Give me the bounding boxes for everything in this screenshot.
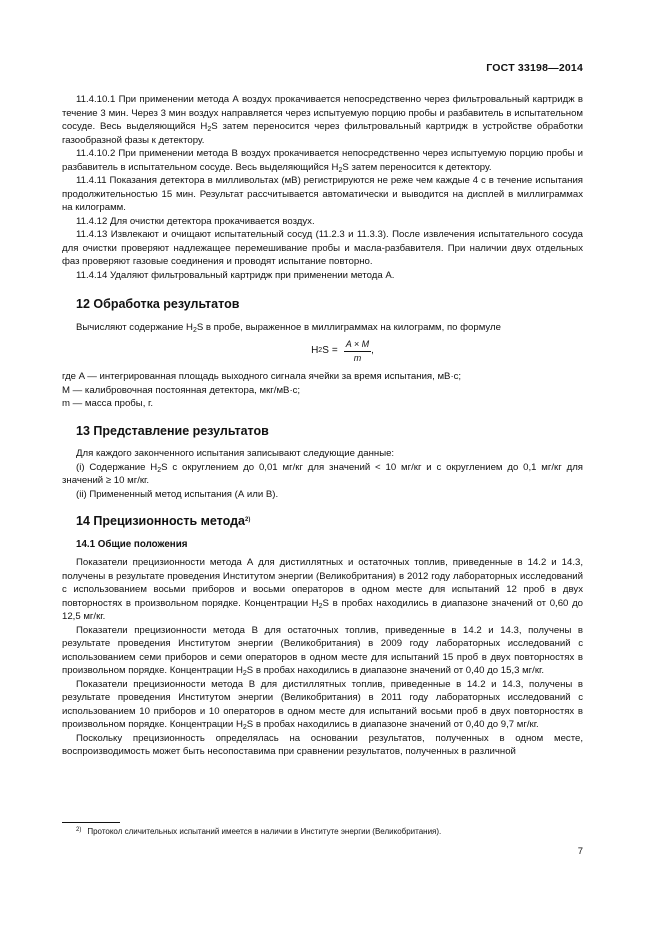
formula-fraction <box>344 338 371 364</box>
section-12-heading: 12 Обработка результатов <box>76 297 240 311</box>
definition-m-lower: m — масса пробы, г. <box>62 398 154 409</box>
section-14-paragraph-4: Поскольку прецизионность определялась на основании результатов, полученных в одном месте, воспроизводимость может быть несопоставима при сравнении результатов, полученных в различной <box>62 732 583 757</box>
section-14-paragraph-1: Показатели прецизионности метода А для дистиллятных и остаточных топлив, приведенные в 14.2 и 14.3, получены в результате проведения Институтом энергии (Великобритания) в 2012 году лабораторных исследований с использованием восьми приборов и восьми операторов в одном месте для испытаний 12 проб в двух повторностях в произвольном порядке. Концентрации $H_2S$ в пробах находились в диапазоне значений от 0,60 до 12,5 мг/кг. <box>62 557 583 622</box>
document-body <box>62 93 583 759</box>
definition-a: где A — интегрированная площадь выходного сигнала ячейки за время испытания, мВ·с; <box>62 371 462 382</box>
h2s-formula: H 2 S = $\frac{A \times M}{m}$ , <box>311 339 374 363</box>
footnote-reference: 2) <box>245 517 251 523</box>
definition-m-upper: M — калибровочная постоянная детектора, мкг/мВ·с; <box>62 384 301 396</box>
paragraph-11-4-13: 11.4.13 Извлекают и очищают испытательный сосуд (11.2.3 и 11.3.3). После извлечения испытательного сосуда для очистки проверяют надлежащее перемешивание пробы и масла-разбавителя. При наличии двух отдельных фаз проверяют газовые соединения и проводят испытание повторно. <box>62 229 583 267</box>
formula-definitions <box>62 370 583 411</box>
formula-numerator: A × M <box>344 338 371 352</box>
section-13-intro: Для каждого законченного испытания записывают следующие данные: <box>76 448 395 459</box>
section-12-intro: Вычисляют содержание $H_2S$ в пробе, выраженное в миллиграммах на килограмм, по формуле <box>76 321 501 334</box>
section-14-heading: 14 Прецизионность метода$^{2)}$ <box>76 514 251 528</box>
paragraph-11-4-14: 11.4.14 Удаляют фильтровальный картридж при применении метода А. <box>76 269 395 281</box>
formula-denominator: m <box>353 353 362 363</box>
section-13-item-i: (i) Содержание $H_2S$ с округлением до 0,01 мг/кг для значений < 10 мг/кг и с округлением до 0,1 мг/кг для значений ≥ 10 мг/кг. <box>62 461 583 486</box>
section-14-paragraph-3: Показатели прецизионности метода В для дистиллятных топлив, приведенные в 14.2 и 14.3, получены в результате проведения Институтом энергии (Великобритания) в 2011 году лабораторных исследований с использованием 10 приборов и 10 операторов в одном месте для испытаний восьми проб в двух повторностях в произвольном порядке. Концентрации $H_2S$ в пробах находились в диапазоне значений от 0,40 до 9,7 мг/кг. <box>62 678 583 731</box>
section-13-heading: 13 Представление результатов <box>76 423 269 438</box>
paragraph-11-4-12: 11.4.12 Для очистки детектора прокачивается воздух. <box>76 215 315 227</box>
footnote: $^{2)}$ Протокол сличительных испытаний имеется в наличии в Институте энергии (Великобритания). <box>76 827 442 836</box>
section-14-paragraph-2: Показатели прецизионности метода В для остаточных топлив, приведенные в 14.2 и 14.3, получены в результате проведения Институтом энергии (Великобритания) в 2009 году лабораторных исследований с использованием семи приборов и семи операторов в одном месте для испытаний 15 проб в двух повторностях в произвольном порядке. Концентрации $H_2S$ в пробах находились в диапазоне значений от 0,40 до 15,3 мг/кг. <box>62 624 583 677</box>
footnote-divider <box>62 822 120 823</box>
paragraph-11-4-11: 11.4.11 Показания детектора в милливольтах (мВ) регистрируются не реже чем каждые 4 с в течение испытания продолжительностью 15 мин. Результат рассчитывается автоматически и выводится на дисплей в миллиграммах на килограмм. <box>62 175 583 213</box>
standard-header: ГОСТ 33198—2014 <box>486 62 583 74</box>
page-number: 7 <box>577 846 583 857</box>
paragraph-11-4-10-1: 11.4.10.1 При применении метода А воздух прокачивается непосредственно через фильтровальный картридж в течение 3 мин. Через 3 мин воздух направляется через испытуемую порцию пробы и разбавитель в испытательном сосуде. Весь выделяющийся $H_2S$ затем переносится через фильтровальный картридж в устройстве обработки газообразной фазы к детектору. <box>62 94 583 146</box>
section-13-item-ii: (ii) Примененный метод испытания (А или В). <box>76 488 279 500</box>
paragraph-11-4-10-2: 11.4.10.2 При применении метода В воздух прокачивается непосредственно через испытуемую порцию пробы и разбавитель в испытательном сосуде. Весь выделяющийся $H_2S$ затем переносится к детектору. <box>62 148 583 174</box>
section-14-1-heading: 14.1 Общие положения <box>76 538 188 550</box>
